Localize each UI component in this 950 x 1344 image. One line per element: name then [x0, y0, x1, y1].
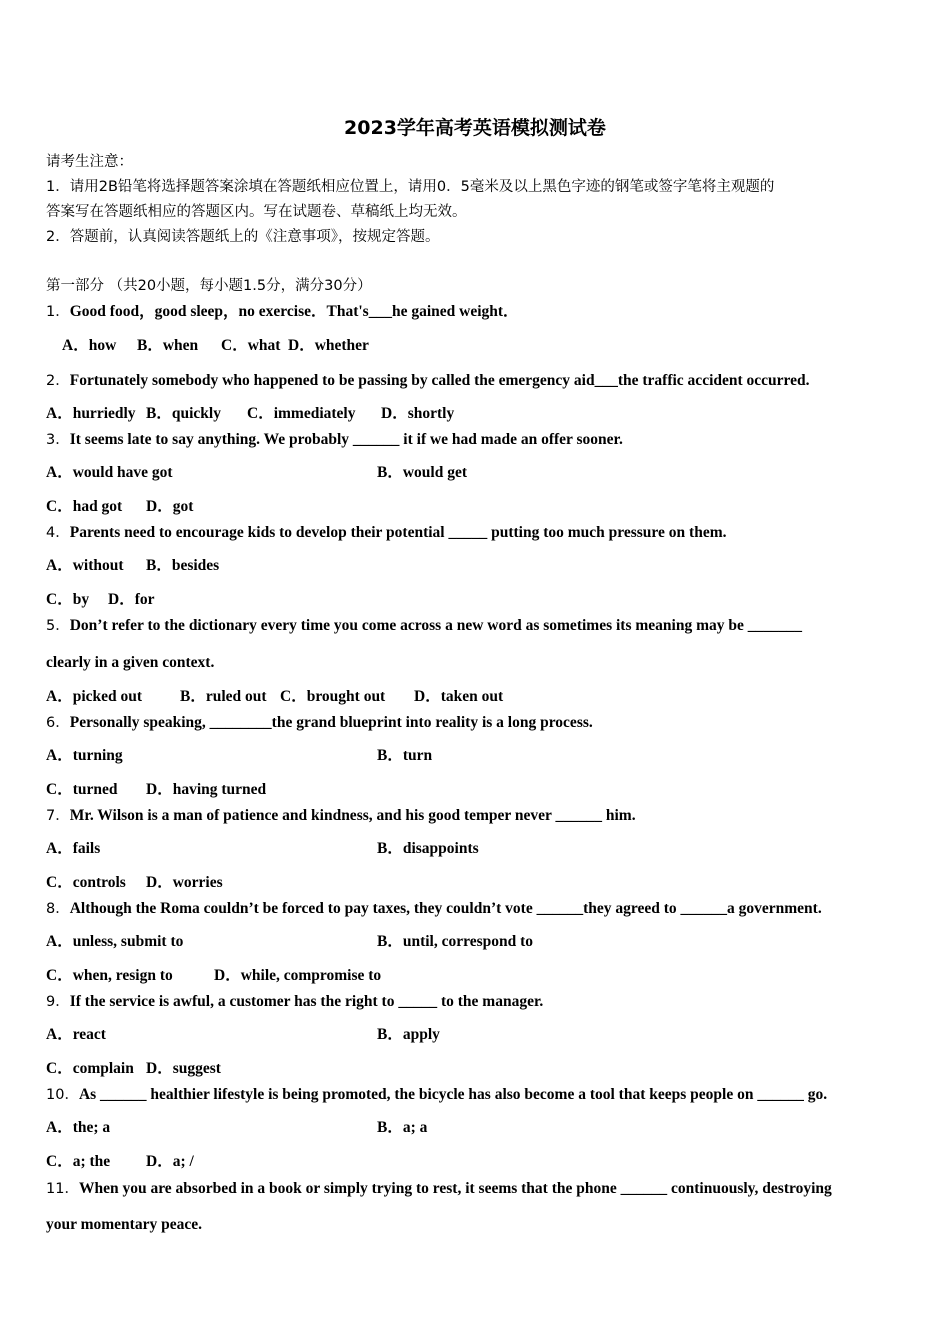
q8-option-a[interactable]: A．unless, submit to	[46, 933, 184, 950]
q7-option-d[interactable]: D．worries	[146, 874, 223, 891]
q3-option-d[interactable]: D．got	[146, 498, 194, 515]
q2-option-c[interactable]: C．immediately	[247, 405, 356, 422]
notice-line-2: 答案写在答题纸相应的答题区内。写在试题卷、草稿纸上均无效。	[46, 204, 467, 220]
q9-option-d[interactable]: D．suggest	[146, 1060, 221, 1077]
q5-option-a[interactable]: A．picked out	[46, 688, 143, 705]
q10-option-d[interactable]: D．a; /	[146, 1153, 194, 1170]
question-number: 9．	[46, 994, 70, 1010]
question-text: If the service is awful, a customer has the right to _____ to the manager.	[69, 993, 544, 1010]
q10-option-b[interactable]: B．a; a	[377, 1119, 428, 1136]
question-5-stem	[46, 615, 802, 636]
question-number: 11．	[46, 1181, 79, 1197]
q6-option-d[interactable]: D．having turned	[146, 781, 267, 798]
q6-option-c[interactable]: C．turned	[46, 781, 118, 798]
q1-option-b[interactable]: B．when	[137, 337, 199, 354]
page-title: 2023学年高考英语模拟测试卷	[344, 117, 606, 139]
q1-option-a[interactable]: A．how	[62, 337, 117, 354]
question-text: Good food，good sleep，no exercise．That's___he gained weight．	[69, 303, 519, 320]
question-1-stem	[46, 301, 519, 322]
question-11-stem	[46, 1178, 832, 1199]
q7-option-a[interactable]: A．fails	[46, 840, 101, 857]
q3-option-b[interactable]: B．would get	[377, 464, 467, 481]
q9-option-a[interactable]: A．react	[46, 1026, 106, 1043]
question-number: 6．	[46, 715, 70, 731]
question-number: 1．	[46, 304, 70, 320]
question-10-stem	[46, 1084, 827, 1105]
q9-option-c[interactable]: C．complain	[46, 1060, 134, 1077]
q10-option-a[interactable]: A．the; a	[46, 1119, 111, 1136]
question-4-stem	[46, 522, 726, 543]
question-number: 3．	[46, 432, 70, 448]
question-11-stem-continued: your momentary peace.	[46, 1216, 202, 1233]
question-6-stem	[46, 712, 593, 733]
q4-option-a[interactable]: A．without	[46, 557, 124, 574]
q2-option-b[interactable]: B．quickly	[146, 405, 221, 422]
notice-line-3: 2．答题前，认真阅读答题纸上的《注意事项》，按规定答题。	[46, 229, 440, 245]
q6-option-a[interactable]: A．turning	[46, 747, 123, 764]
q4-option-c[interactable]: C．by	[46, 591, 90, 608]
q5-option-b[interactable]: B．ruled out	[180, 688, 267, 705]
q5-option-c[interactable]: C．brought out	[280, 688, 386, 705]
question-number: 8．	[46, 901, 70, 917]
question-text: It seems late to say anything. We probably ______ it if we had made an offer sooner.	[69, 431, 623, 448]
question-text: Don’t refer to the dictionary every time you come across a new word as sometimes its meaning may be _______	[69, 617, 802, 634]
q4-option-d[interactable]: D．for	[108, 591, 155, 608]
question-5-stem-continued: clearly in a given context.	[46, 654, 215, 671]
q1-option-c[interactable]: C．what	[221, 337, 281, 354]
q3-option-c[interactable]: C．had got	[46, 498, 123, 515]
q2-option-d[interactable]: D．shortly	[381, 405, 455, 422]
q3-option-a[interactable]: A．would have got	[46, 464, 173, 481]
q9-option-b[interactable]: B．apply	[377, 1026, 440, 1043]
question-text: Parents need to encourage kids to develop their potential _____ putting too much pressure on them.	[69, 524, 727, 541]
q4-option-b[interactable]: B．besides	[146, 557, 220, 574]
question-8-stem	[46, 898, 822, 919]
q8-option-b[interactable]: B．until, correspond to	[377, 933, 534, 950]
question-text: As ______ healthier lifestyle is being promoted, the bicycle has also become a tool that keeps people on ______ go.	[78, 1086, 828, 1103]
q8-option-c[interactable]: C．when, resign to	[46, 967, 173, 984]
question-9-stem	[46, 991, 543, 1012]
question-text: When you are absorbed in a book or simply trying to rest, it seems that the phone ______ continuously, destroying	[78, 1180, 832, 1197]
q10-option-c[interactable]: C．a; the	[46, 1153, 111, 1170]
q8-option-d[interactable]: D．while, compromise to	[214, 967, 382, 984]
question-number: 10．	[46, 1087, 79, 1103]
q5-option-d[interactable]: D．taken out	[414, 688, 504, 705]
question-7-stem	[46, 805, 636, 826]
question-3-stem	[46, 429, 623, 450]
q1-option-d[interactable]: D．whether	[288, 337, 369, 354]
notice-heading: 请考生注意：	[46, 154, 133, 170]
notice-line-1: 1．请用2B铅笔将选择题答案涂填在答题纸相应位置上，请用0．5毫米及以上黑色字迹的钢笔或签字笔将主观题的	[46, 179, 775, 195]
q2-option-a[interactable]: A．hurriedly	[46, 405, 136, 422]
question-2-stem	[46, 370, 810, 391]
question-text: Mr. Wilson is a man of patience and kindness, and his good temper never ______ him.	[69, 807, 636, 824]
q7-option-b[interactable]: B．disappoints	[377, 840, 479, 857]
question-number: 5．	[46, 618, 70, 634]
question-number: 4．	[46, 525, 70, 541]
q6-option-b[interactable]: B．turn	[377, 747, 433, 764]
question-number: 2．	[46, 373, 70, 389]
question-text: Personally speaking, ________the grand blueprint into reality is a long process.	[69, 714, 593, 731]
q7-option-c[interactable]: C．controls	[46, 874, 126, 891]
question-text: Fortunately somebody who happened to be passing by called the emergency aid___the traffic accident occurred.	[69, 372, 810, 389]
question-number: 7．	[46, 808, 70, 824]
section-heading: 第一部分 （共20小题，每小题1.5分，满分30分）	[46, 278, 372, 294]
question-text: Although the Roma couldn’t be forced to pay taxes, they couldn’t vote ______they agreed to ______a government.	[69, 900, 822, 917]
